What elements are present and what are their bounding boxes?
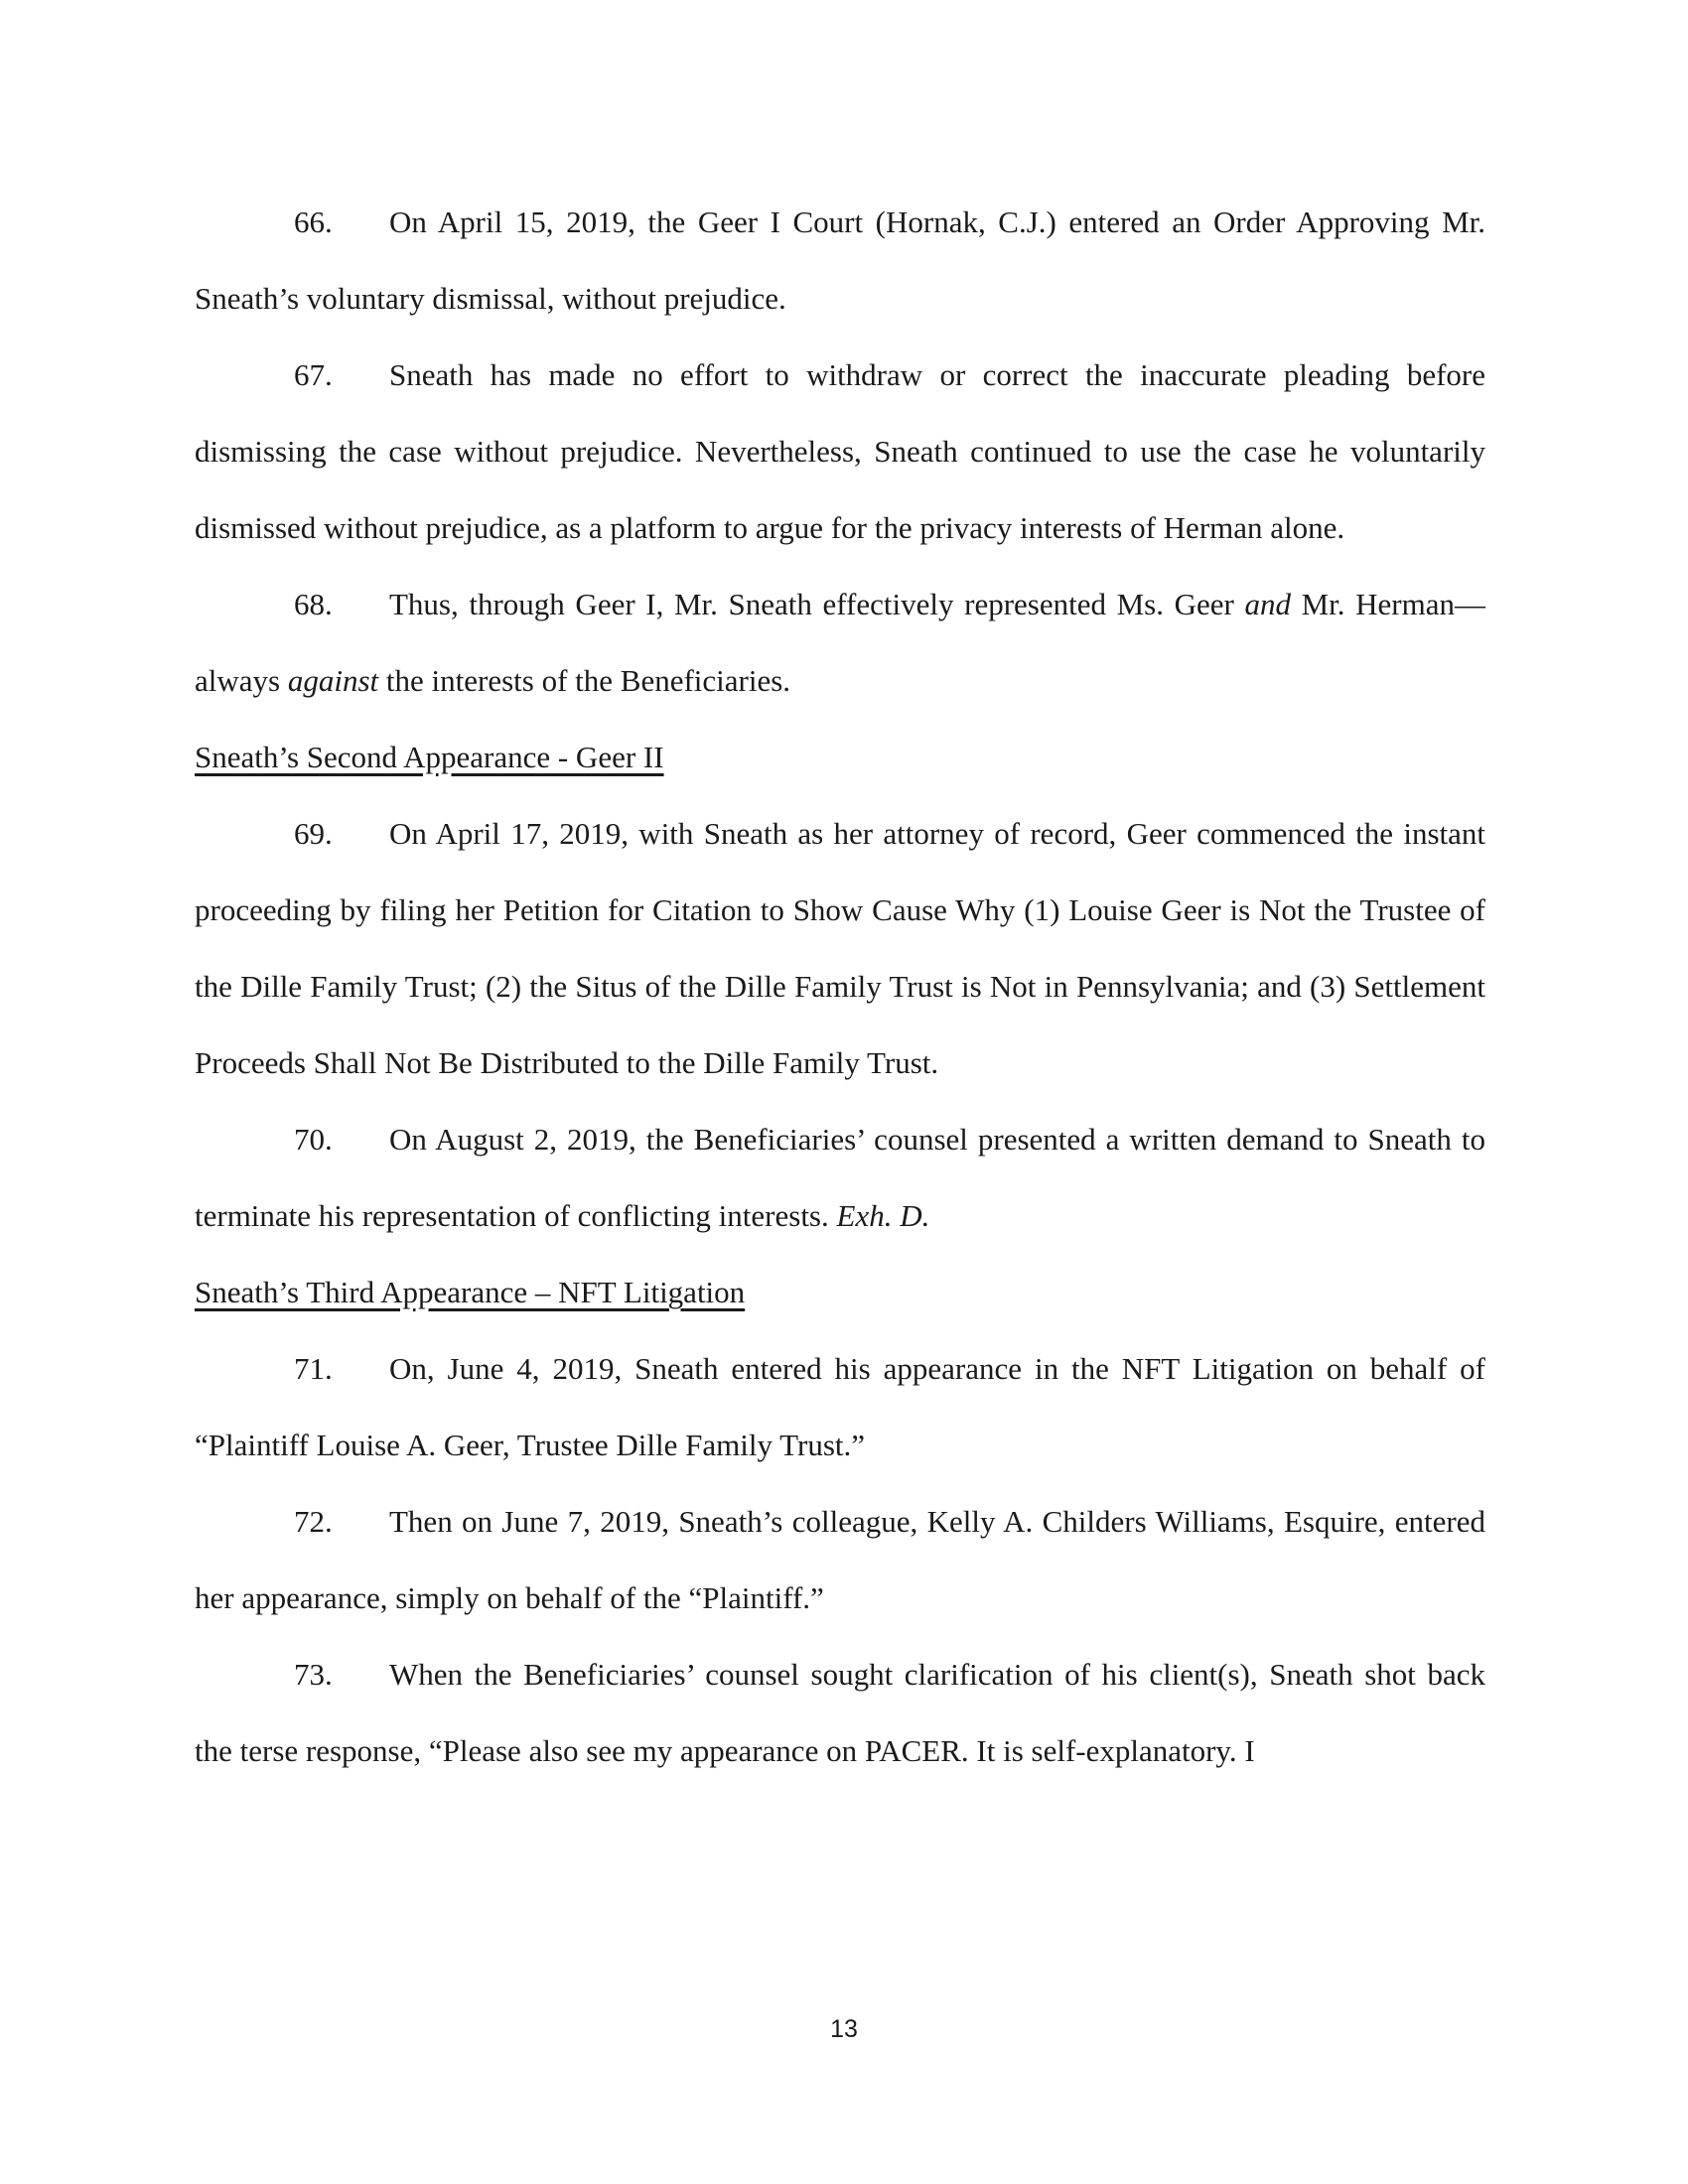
paragraph-text: Sneath has made no effort to withdraw or correct the inaccurate pleading before dismissing the case without prejudice. Nevertheless, Sneath continued to use the case he voluntarily dismissed without prejudice, as a platform to argue for the privacy interests of Herman alone. [195,357,1485,545]
paragraph-text: On April 17, 2019, with Sneath as her attorney of record, Geer commenced the instant proceeding by filing her Petition for Citation to Show Cause Why (1) Louise Geer is Not the Trustee of the Dille Family Trust; (2) the Situs of the Dille Family Trust is Not in Pennsylvania; and (3) Settlement Proceeds Shall Not Be Distributed to the Dille Family Trust. [195,816,1485,1080]
paragraph-71 [195,1330,1485,1483]
paragraph-text: Then on June 7, 2019, Sneath’s colleague, Kelly A. Childers Williams, Esquire, entered her appearance, simply on behalf of the “Plaintiff.” [195,1504,1485,1615]
paragraph-number: 71. [294,1351,333,1386]
paragraph-number: 73. [294,1657,333,1692]
paragraph-number: 72. [294,1504,333,1539]
paragraph-text: On August 2, 2019, the Beneficiaries’ counsel presented a written demand to Sneath to terminate his representation of conflicting interests. [195,1122,1485,1233]
paragraph-73 [195,1636,1485,1789]
paragraph-number: 67. [294,357,333,392]
section-heading-second-appearance: Sneath’s Second Appearance - Geer II [195,740,664,774]
paragraph-text: When the Beneficiaries’ counsel sought clarification of his client(s), Sneath shot back the terse response, “Please also see my appearance on PACER. It is self-explanatory. I [195,1657,1485,1768]
paragraph-text: On, June 4, 2019, Sneath entered his appearance in the NFT Litigation on behalf of “Plaintiff Louise A. Geer, Trustee Dille Family Trust.” [195,1351,1485,1462]
paragraph-text: Mr. Herman—always [195,587,1485,698]
paragraph-68 [195,566,1485,719]
paragraph-number: 66. [294,205,333,239]
document-body [195,184,1485,1789]
paragraph-number: 68. [294,587,333,621]
paragraph-70 [195,1101,1485,1254]
exhibit-reference: Exh. D. [836,1198,930,1233]
paragraph-text: the interests of the Beneficiaries. [378,663,791,698]
page-number: 13 [830,2015,858,2043]
paragraph-67 [195,337,1485,566]
section-heading-third-appearance: Sneath’s Third Appearance – NFT Litigation [195,1275,746,1309]
paragraph-72 [195,1483,1485,1636]
paragraph-text: Thus, through Geer I, Mr. Sneath effectively represented Ms. Geer [389,587,1245,621]
emphasis-text: and [1244,587,1291,621]
paragraph-66 [195,184,1485,337]
emphasis-text: against [287,663,379,698]
paragraph-69 [195,795,1485,1101]
paragraph-text: On April 15, 2019, the Geer I Court (Hornak, C.J.) entered an Order Approving Mr. Sneath’s voluntary dismissal, without prejudice. [195,205,1485,316]
paragraph-number: 69. [294,816,333,851]
paragraph-number: 70. [294,1122,333,1157]
